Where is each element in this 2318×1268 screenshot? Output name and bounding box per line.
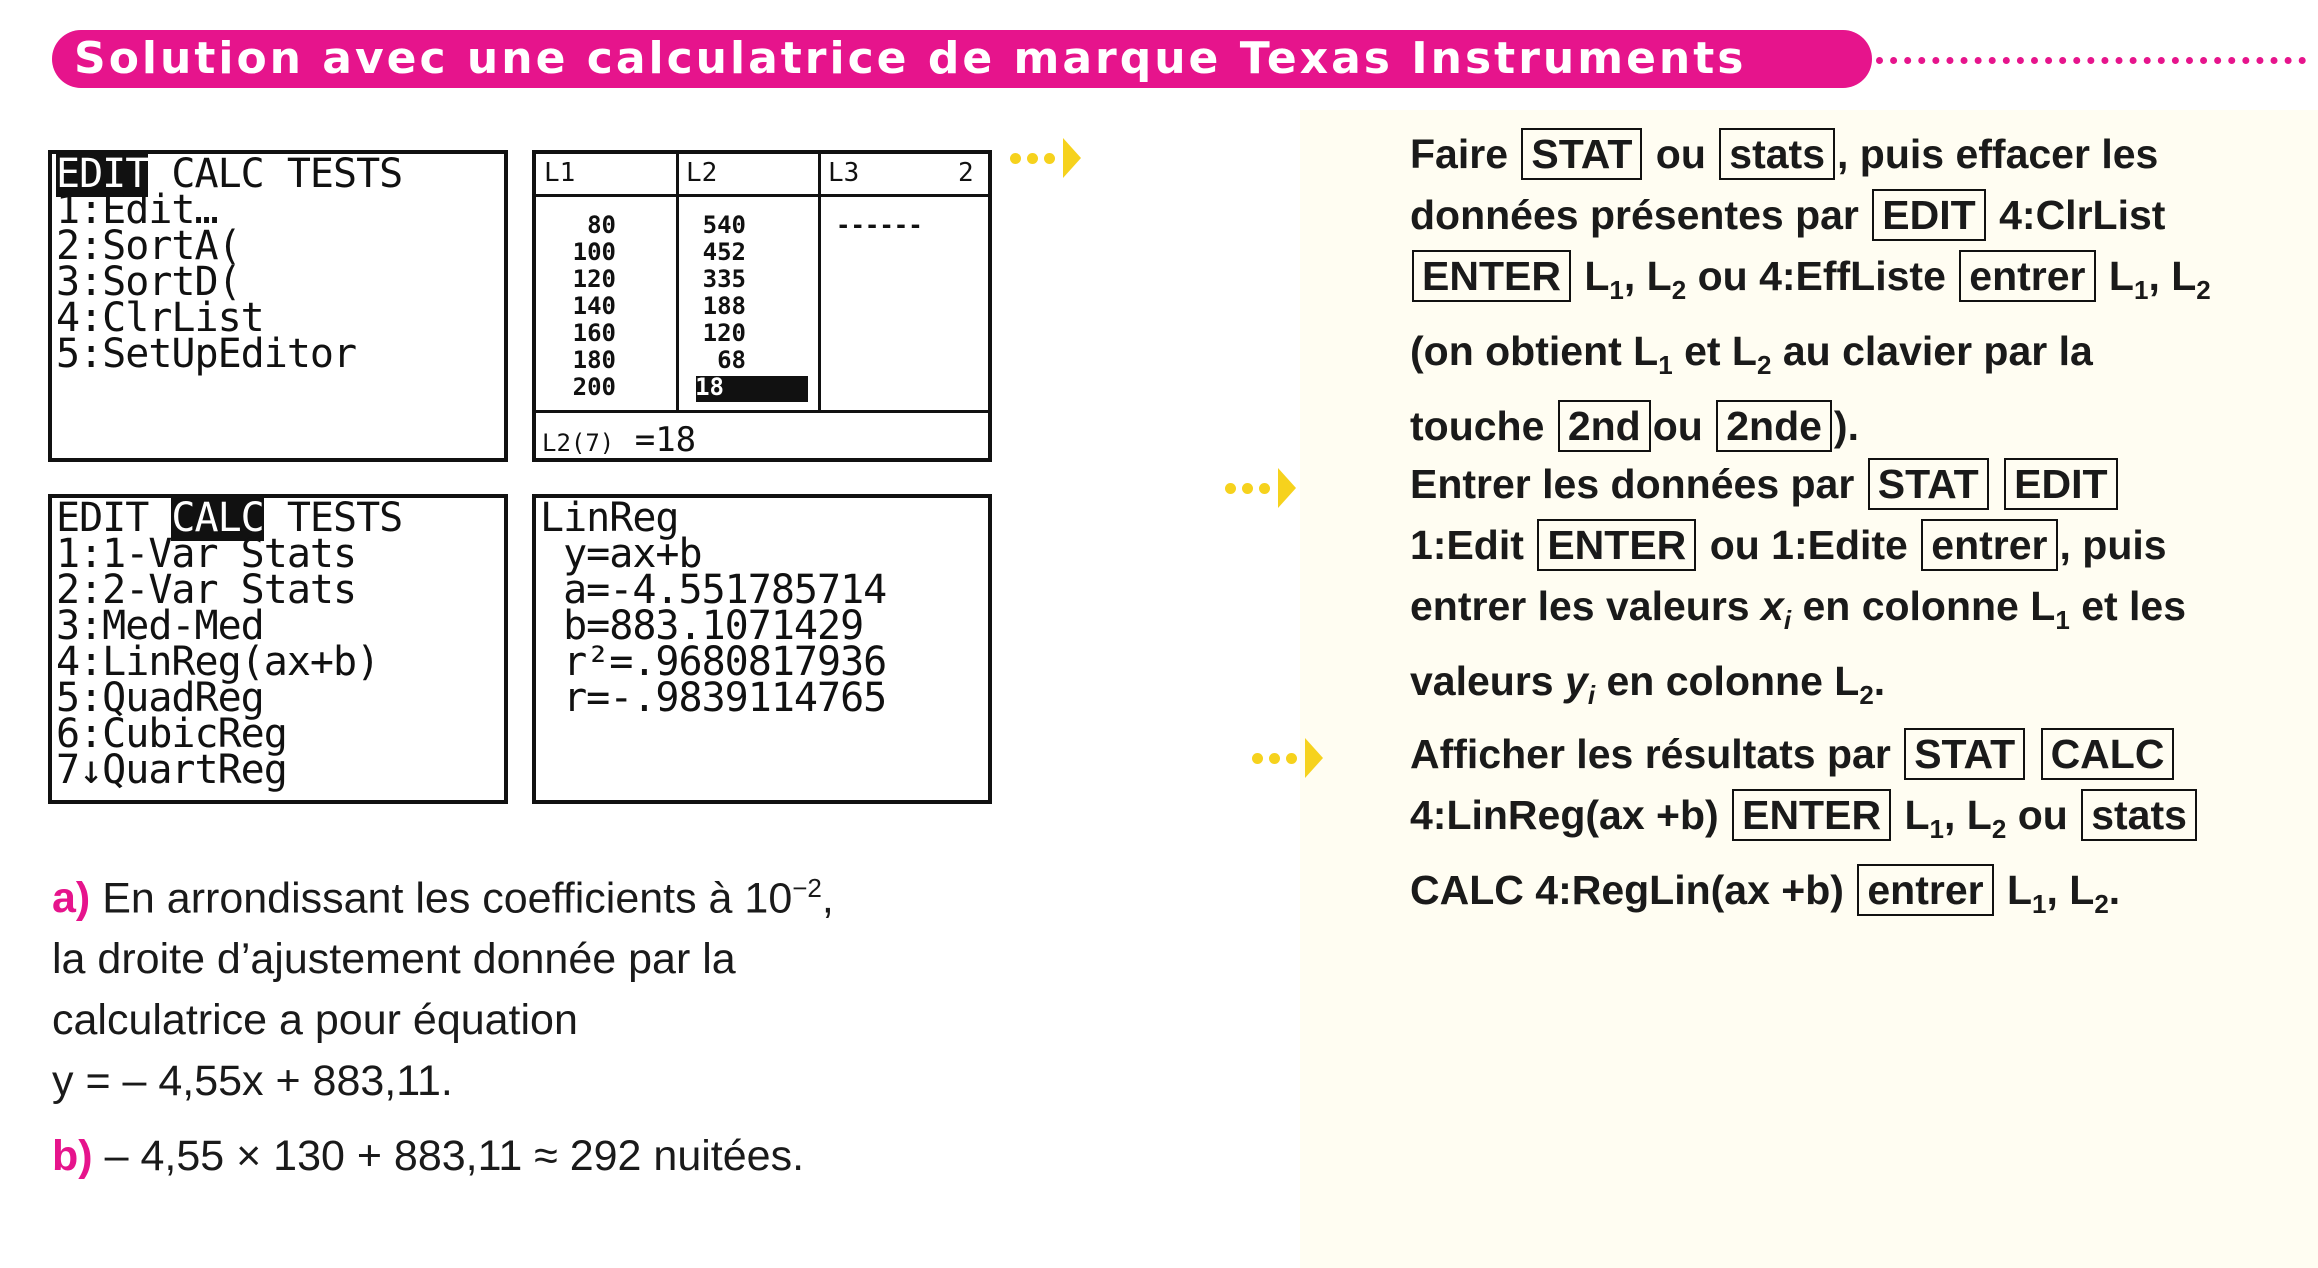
menu-item: 2:SortA( <box>56 223 241 269</box>
instr-text: , puis <box>2059 522 2167 568</box>
instr-text: ou <box>1655 131 1706 177</box>
arrow-step1-icon <box>1010 138 1081 178</box>
tab-tests: TESTS <box>286 151 403 197</box>
subscript: 2 <box>1859 680 1874 711</box>
subscript: 2 <box>1671 275 1687 306</box>
answer-b-text: – 4,55 × 130 + 883,11 ≈ 292 nuitées. <box>104 1132 805 1180</box>
subscript: 2 <box>2094 889 2109 920</box>
l3-cell: ------ <box>836 211 923 239</box>
menu-item: 1:1-Var Stats <box>56 531 357 577</box>
arrow-step3-icon <box>1252 738 1323 778</box>
menu-item: 3:Med-Med <box>56 603 264 649</box>
subscript: 2 <box>1991 814 2007 845</box>
key-stat: STAT <box>1904 728 2025 780</box>
result-line: y=ax+b <box>540 531 702 577</box>
key-enter: ENTER <box>1412 250 1571 302</box>
result-line-a: a=-4.551785714 <box>540 567 887 613</box>
instr-text: 4:LinReg(ax +b) <box>1410 792 1719 838</box>
key-stats: stats <box>2081 789 2197 841</box>
calculator-screen-linreg-result <box>532 494 992 804</box>
answer-a-comma: , <box>821 874 834 923</box>
instr-text: . <box>2108 867 2121 914</box>
instr-text: et L <box>1684 328 1757 375</box>
l2-cell-selected: 18 <box>695 373 724 401</box>
subscript: 1 <box>1929 814 1944 845</box>
instr-text: 1:Edit <box>1410 522 1524 568</box>
answer-a <box>52 858 1052 1112</box>
key-entrer: entrer <box>1857 864 1993 916</box>
instr-text: L <box>1904 792 1930 838</box>
answer-b-label: b) <box>52 1132 93 1180</box>
calculator-screen-edit-menu <box>48 150 508 462</box>
instr-text: en colonne L <box>1802 583 2056 629</box>
instr-text: touche <box>1410 403 1545 450</box>
key-enter: ENTER <box>1732 789 1891 841</box>
instr-text: 4:ClrList <box>1999 192 2166 238</box>
instr-text: (on obtient L <box>1410 328 1659 375</box>
l1-cell: 120 <box>572 265 616 293</box>
tab-calc: CALC <box>171 151 264 197</box>
l1-cell: 160 <box>572 319 616 347</box>
key-edit: EDIT <box>1872 189 1985 241</box>
key-edit: EDIT <box>2004 458 2117 510</box>
instr-text: entrer les valeurs <box>1410 583 1750 629</box>
menu-item: 5:SetUpEditor <box>56 331 357 377</box>
column-header-l1: L1 <box>544 158 576 188</box>
menu-item: 3:SortD( <box>56 259 241 305</box>
tab-calc: CALC <box>171 495 264 541</box>
instr-text: , L <box>1943 792 1992 838</box>
instr-text: au clavier par la <box>1782 328 2093 375</box>
arrow-step2-icon <box>1225 468 1296 508</box>
answer-a-exponent: −2 <box>792 873 822 903</box>
subscript: 2 <box>1756 350 1772 381</box>
column-divider <box>676 154 679 412</box>
key-calc: CALC <box>2041 728 2175 780</box>
instr-text: données présentes par <box>1410 192 1859 238</box>
l2-cell: 188 <box>702 292 746 320</box>
l1-cell: 80 <box>587 211 616 239</box>
l2-cell: 335 <box>702 265 746 293</box>
answer-a-text: la droite d’ajustement donnée par la <box>52 935 736 984</box>
instr-text: en colonne L <box>1606 658 1860 705</box>
column-header-l3: L3 <box>828 158 860 188</box>
instr-text: ou <box>1652 403 1703 450</box>
key-stat: STAT <box>1868 458 1989 510</box>
instr-text: L <box>1584 253 1610 299</box>
calculator-screen-list-editor <box>532 150 992 462</box>
instr-text: ou 1:Edite <box>1709 522 1908 568</box>
subscript: 1 <box>2032 889 2047 920</box>
key-2nde: 2nde <box>1716 400 1832 452</box>
banner-dotted-line <box>1876 57 2306 64</box>
key-stats: stats <box>1719 128 1835 180</box>
header-divider <box>536 194 992 197</box>
answer-a-text: calculatrice a pour équation <box>52 996 578 1045</box>
instr-text: ou <box>2017 792 2068 838</box>
instr-text: et les <box>2081 583 2187 629</box>
tab-edit: EDIT <box>56 495 149 541</box>
instr-text: ou 4:EffListe <box>1697 253 1946 299</box>
tab-tests: TESTS <box>286 495 403 541</box>
instr-text: ). <box>1833 403 1859 450</box>
result-title: LinReg <box>540 495 679 541</box>
column-divider <box>818 154 821 412</box>
instr-text: , L <box>1623 253 1672 299</box>
l2-cell: 452 <box>702 238 746 266</box>
subscript-i: i <box>1783 605 1792 636</box>
menu-item-selected: 4:ClrList <box>56 295 264 341</box>
key-entrer: entrer <box>1959 250 2095 302</box>
variable-y: y <box>1565 658 1588 705</box>
answer-b <box>52 1126 1052 1187</box>
instr-text: , puis effacer les <box>1837 131 2159 177</box>
key-2nd: 2nd <box>1558 400 1651 452</box>
footer-divider <box>536 410 992 413</box>
result-line-r2: r²=.9680817936 <box>540 639 887 685</box>
column-index: 2 <box>958 158 974 188</box>
instruction-step2 <box>1410 454 2290 726</box>
menu-item: 1:Edit… <box>56 187 218 233</box>
instr-text: Faire <box>1410 131 1508 177</box>
variable-x: x <box>1761 583 1784 629</box>
instr-text: , L <box>2046 867 2095 914</box>
subscript: 1 <box>2055 605 2070 636</box>
column-header-l2: L2 <box>686 158 718 188</box>
key-entrer: entrer <box>1921 519 2057 571</box>
l2-cell: 68 <box>717 346 746 374</box>
subscript-i: i <box>1587 680 1596 711</box>
instr-text: L <box>2006 867 2033 914</box>
instruction-step3 <box>1410 724 2290 935</box>
l2-cell: 540 <box>702 211 746 239</box>
key-stat: STAT <box>1521 128 1642 180</box>
menu-item-selected: 4:LinReg(ax+b) <box>56 639 380 685</box>
answer-a-label: a) <box>52 874 91 923</box>
subscript: 1 <box>1658 350 1673 381</box>
instr-text: CALC 4:RegLin(ax +b) <box>1410 867 1844 914</box>
instr-text: valeurs <box>1410 658 1554 705</box>
subscript: 2 <box>2196 275 2211 306</box>
menu-item: 6:CubicReg <box>56 711 287 757</box>
tab-edit: EDIT <box>56 151 149 197</box>
menu-item: 5:QuadReg <box>56 675 264 721</box>
instr-text: , L <box>2148 253 2197 299</box>
l2-cell: 120 <box>702 319 746 347</box>
result-line-r: r=-.9839114765 <box>540 675 887 721</box>
subscript: 1 <box>2133 275 2149 306</box>
instr-text: L <box>2108 253 2134 299</box>
instruction-step1 <box>1410 124 2290 457</box>
menu-item: 7↓QuartReg <box>56 747 287 793</box>
entry-line: L2(7) =18 <box>542 420 697 460</box>
subscript: 1 <box>1609 275 1624 306</box>
answer-a-text: En arrondissant les coefficients à 10 <box>102 874 793 923</box>
section-banner: Solution avec une calculatrice de marque Texas Instruments <box>52 30 1872 88</box>
instr-text: Entrer les données par <box>1410 461 1855 507</box>
result-line-b: b=883.1071429 <box>540 603 864 649</box>
menu-item: 2:2-Var Stats <box>56 567 357 613</box>
l1-cell: 100 <box>572 238 616 266</box>
l1-cell: 200 <box>572 373 616 401</box>
instr-text: . <box>1873 658 1886 705</box>
calculator-screen-calc-menu <box>48 494 508 804</box>
l1-cell: 180 <box>572 346 616 374</box>
key-enter: ENTER <box>1537 519 1696 571</box>
answer-a-equation: y = – 4,55x + 883,11. <box>52 1057 453 1106</box>
l1-cell: 140 <box>572 292 616 320</box>
instr-text: Afficher les résultats par <box>1410 731 1891 777</box>
